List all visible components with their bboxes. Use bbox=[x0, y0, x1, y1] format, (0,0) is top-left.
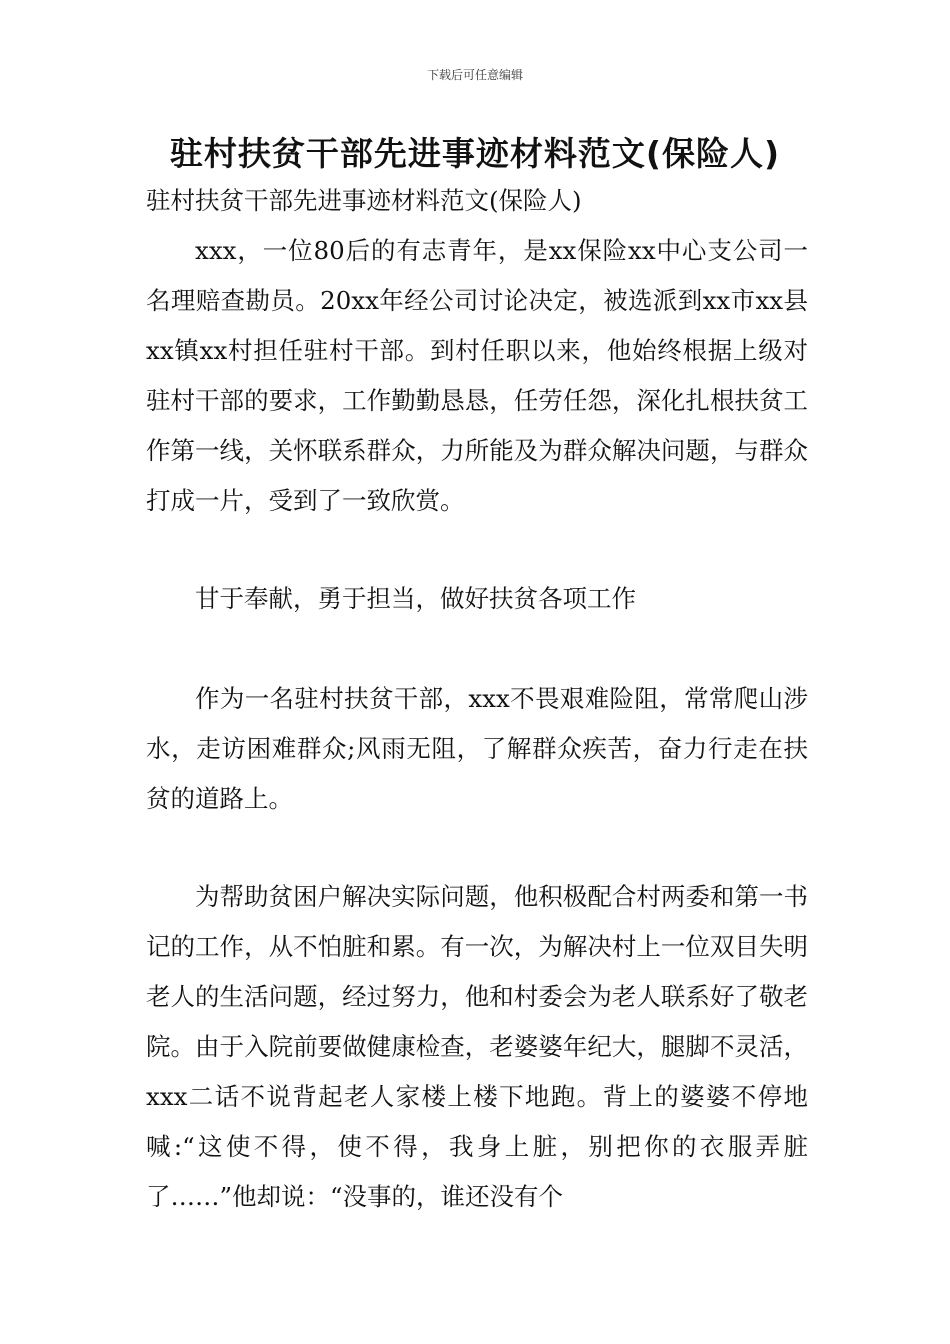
paragraph-text: xxx，一位80后的有志青年，是xx保险xx中心支公司一名理赔查勘员。20xx年经公司讨论决定，被选派到xx市xx县xx镇xx村担任驻村干部。到村任职以来，他始终根据上级对驻村干部的要求，工作勤勤恳恳，任劳任怨，深化扎根扶贫工作第一线，关怀联系群众，力所能及为群众解决问题，与群众打成一片，受到了一致欣赏。 bbox=[146, 236, 808, 515]
document-subtitle: 驻村扶贫干部先进事迹材料范文(保险人) bbox=[146, 186, 582, 215]
header-note: 下载后可任意编辑 bbox=[426, 68, 523, 82]
body-paragraph-2 bbox=[146, 674, 808, 824]
paragraph-text: 甘于奉献，勇于担当，做好扶贫各项工作 bbox=[195, 584, 636, 613]
section-heading bbox=[146, 574, 808, 624]
body-paragraph-3 bbox=[146, 872, 808, 1222]
body-paragraph-1 bbox=[146, 226, 808, 526]
paragraph-text: 作为一名驻村扶贫干部，xxx不畏艰难险阻，常常爬山涉水，走访困难群众;风雨无阻，了解群众疾苦，奋力行走在扶贫的道路上。 bbox=[146, 684, 808, 813]
paragraph-text: 为帮助贫困户解决实际问题，他积极配合村两委和第一书记的工作，从不怕脏和累。有一次，为解决村上一位双目失明老人的生活问题，经过努力，他和村委会为老人联系好了敬老院。由于入院前要做健康检查，老婆婆年纪大，腿脚不灵活，xxx二话不说背起老人家楼上楼下地跑。背上的婆婆不停地喊:“这使不得，使不得，我身上脏，别把你的衣服弄脏了……”他却说：“没事的，谁还没有个 bbox=[146, 882, 808, 1211]
document-title: 驻村扶贫干部先进事迹材料范文(保险人) bbox=[169, 134, 781, 173]
